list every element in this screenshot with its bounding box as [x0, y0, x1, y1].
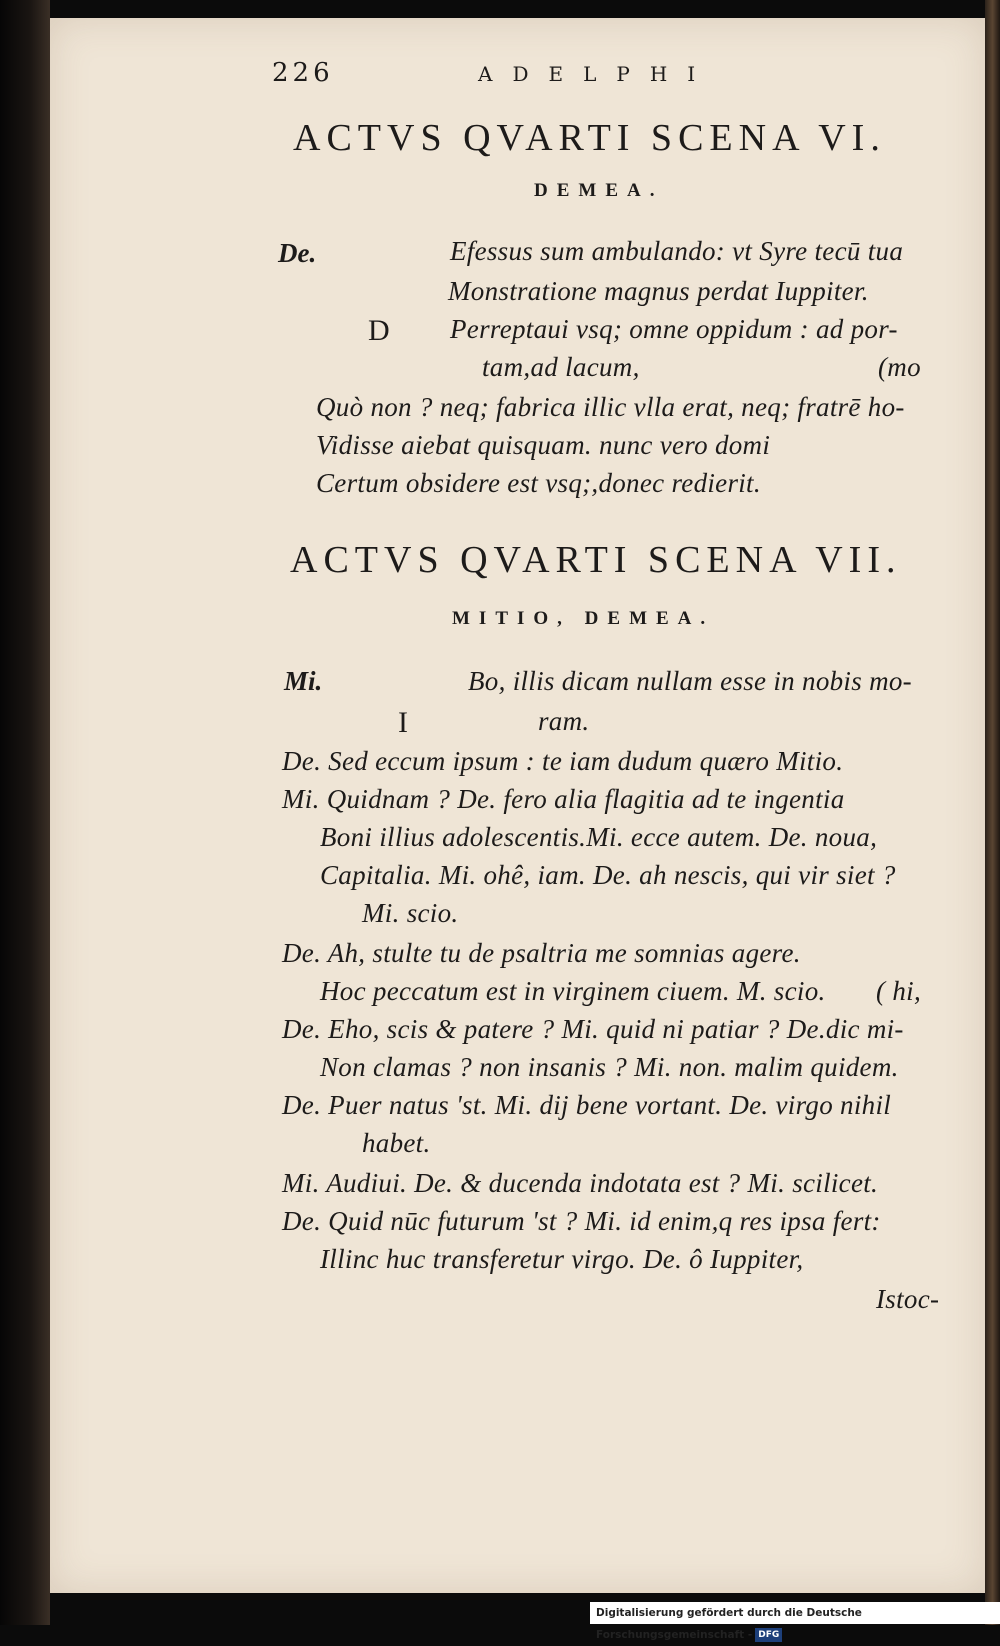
- drop-initial: D: [368, 314, 390, 347]
- verse-line: habet.: [362, 1128, 431, 1158]
- scene7-characters: MITIO, DEMEA.: [452, 608, 715, 629]
- scene6-heading: ACTVS QVARTI SCENA VI.: [293, 117, 886, 159]
- verse-line: De. Eho, scis & patere ? Mi. quid ni patiar ? De.dic mi-: [282, 1014, 904, 1044]
- scene7-heading: ACTVS QVARTI SCENA VII.: [290, 539, 902, 581]
- digitization-footer: [590, 1602, 1000, 1641]
- verse-line: Illinc huc transferetur virgo. De. ô Iuppiter,: [320, 1244, 804, 1274]
- scene7-speaker: Mi.: [284, 666, 323, 696]
- verse-line: De. Quid nūc futurum 'st ? Mi. id enim,q res ipsa fert:: [282, 1206, 881, 1236]
- verse-line: (mo: [878, 352, 921, 382]
- verse-line: De. Ah, stulte tu de psaltria me somnias agere.: [282, 938, 801, 968]
- verse-line: De. Puer natus 'st. Mi. dij bene vortant. De. virgo nihil: [282, 1090, 892, 1120]
- verse-line: ( hi,: [876, 976, 921, 1006]
- verse-line: Monstratione magnus perdat Iuppiter.: [448, 276, 869, 306]
- verse-line: Hoc peccatum est in virginem ciuem. M. scio.: [320, 976, 826, 1006]
- verse-line: Mi. scio.: [362, 898, 459, 928]
- verse-line: Non clamas ? non insanis ? Mi. non. malim quidem.: [320, 1052, 899, 1082]
- verse-line: Mi. Audiui. De. & ducenda indotata est ? Mi. scilicet.: [282, 1168, 879, 1198]
- page-number: 226: [272, 58, 334, 88]
- verse-line: Bo, illis dicam nullam esse in nobis mo-: [468, 666, 912, 696]
- verse-line: De. Sed eccum ipsum : te iam dudum quæro Mitio.: [282, 746, 844, 776]
- verse-line: Boni illius adolescentis.Mi. ecce autem. De. noua,: [320, 822, 878, 852]
- verse-line: Certum obsidere est vsq;,donec redierit.: [316, 468, 761, 498]
- verse-line: Efessus sum ambulando: vt Syre tecū tua: [450, 236, 904, 266]
- dfg-logo: DFG: [755, 1628, 782, 1642]
- footer-text: Digitalisierung gefördert durch die Deutsche Forschungsgemeinschaft -: [596, 1607, 862, 1641]
- scene6-characters: DEMEA.: [534, 180, 664, 201]
- scene6-speaker: De.: [278, 238, 317, 268]
- running-title: ADELPHI: [478, 62, 716, 86]
- page-edge: [985, 0, 1000, 1625]
- catchword: Istoc-: [876, 1284, 940, 1314]
- book-binding: [0, 0, 50, 1625]
- verse-line: Mi. Quidnam ? De. fero alia flagitia ad te ingentia: [282, 784, 845, 814]
- verse-line: Quò non ? neq; fabrica illic vlla erat, neq; fratrē ho-: [316, 392, 905, 422]
- verse-line: ram.: [538, 706, 590, 736]
- verse-line: Capitalia. Mi. ohê, iam. De. ah nescis, qui vir siet ?: [320, 860, 896, 890]
- verse-line: Vidisse aiebat quisquam. nunc vero domi: [316, 430, 771, 460]
- verse-line: Perreptaui vsq; omne oppidum : ad por-: [450, 314, 898, 344]
- verse-line: tam,ad lacum,: [482, 352, 640, 382]
- drop-initial: I: [398, 706, 408, 739]
- book-page: [50, 18, 985, 1593]
